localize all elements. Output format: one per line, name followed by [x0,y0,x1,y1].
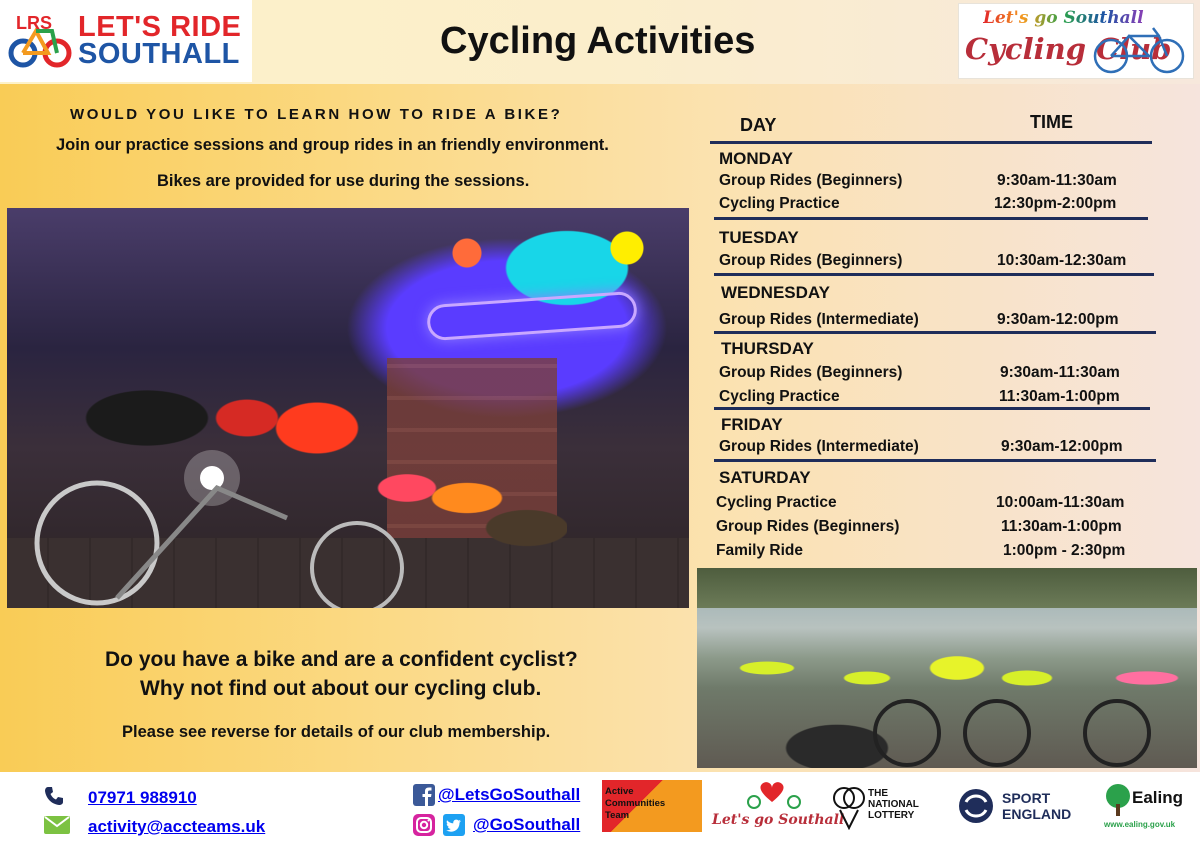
time-label: 11:30am-1:00pm [999,388,1120,405]
activity-label: Group Rides (Intermediate) [719,438,919,455]
activity-label: Cycling Practice [719,388,840,405]
instagram-icon[interactable] [413,814,435,836]
activity-label: Family Ride [716,542,803,559]
day-label-thursday: THURSDAY [721,339,814,358]
activity-label: Group Rides (Intermediate) [719,311,919,328]
time-label: 9:30am-12:00pm [1001,438,1123,455]
time-label: 10:00am-11:30am [996,494,1125,511]
group-ride-photo [7,208,689,608]
phone-icon [44,786,64,806]
lottery-line: THE [868,788,888,799]
facebook-handle-link[interactable]: @LetsGoSouthall [438,785,581,804]
active-communities-team-logo [602,780,702,832]
intro-line-1: Join our practice sessions and group rides in an friendly environment. [56,136,609,154]
page-title: Cycling Activities [440,20,756,62]
lottery-line: NATIONAL [868,799,919,810]
activity-label: Group Rides (Beginners) [719,172,903,189]
sport-england-mark-icon [958,788,994,824]
day-divider [714,273,1154,276]
crossed-fingers-icon [832,784,866,830]
ealing-council-logo [1104,784,1194,834]
logo-line: Active [605,786,634,797]
lets-go-southall-text: Let's go Southall [712,812,845,828]
national-lottery-logo [832,782,936,834]
logo-line-2: SOUTHALL [78,38,240,70]
time-label: 11:30am-1:00pm [1001,518,1122,535]
header [0,0,1200,84]
tree-icon [1104,784,1132,816]
twitter-icon[interactable] [443,814,465,836]
day-label-friday: FRIDAY [721,415,783,434]
lets-ride-southall-logo [0,0,252,82]
intro-question: WOULD YOU LIKE TO LEARN HOW TO RIDE A BIKE? [70,106,563,123]
day-label-saturday: SATURDAY [719,468,811,487]
day-label-wednesday: WEDNESDAY [721,283,830,302]
instagram-twitter-handle-link[interactable]: @GoSouthall [473,815,581,834]
facebook-icon[interactable] [413,784,435,806]
logo-line-1: LET'S RIDE [78,11,242,43]
day-divider [714,217,1148,220]
day-label-monday: MONDAY [719,149,793,168]
cycling-club-logo [958,3,1194,79]
bicycle-icon [1089,22,1189,76]
email-link[interactable]: activity@accteams.uk [88,817,266,836]
lottery-line: LOTTERY [868,810,915,821]
schedule-day-header: DAY [740,115,777,135]
bicycle-logo-icon [8,9,72,73]
lets-go-southall-logo [712,780,845,836]
ealing-text: Ealing [1132,788,1184,807]
svg-text:LRS: LRS [16,13,52,33]
intro-line-2: Bikes are provided for use during the sessions. [157,172,530,190]
cta-club-prompt: Why not find out about our cycling club. [140,677,542,700]
cta-question: Do you have a bike and are a confident cyclist? [105,648,578,671]
time-label: 1:00pm - 2:30pm [1003,542,1126,559]
ealing-url: www.ealing.gov.uk [1104,820,1176,829]
heart-bicycle-icon [742,780,802,810]
club-logo-main-text: Cycling Club [965,32,1172,66]
activity-label: Group Rides (Beginners) [719,252,903,269]
logo-line: Communities [605,798,666,809]
schedule-header-rule [710,141,1152,144]
email-icon [44,816,70,834]
logo-line: Team [605,810,630,821]
time-label: 9:30am-11:30am [1000,364,1120,381]
day-divider [714,407,1150,410]
time-label: 12:30pm-2:00pm [994,195,1117,212]
sport-england-logo [958,786,1088,832]
footer [0,772,1200,845]
day-divider [714,459,1156,462]
time-label: 9:30am-12:00pm [997,311,1119,328]
phone-number-link[interactable]: 07971 988910 [88,788,197,807]
activity-label: Group Rides (Beginners) [719,364,903,381]
day-label-tuesday: TUESDAY [719,228,799,247]
time-label: 9:30am-11:30am [997,172,1117,189]
cta-reverse-note: Please see reverse for details of our club membership. [122,723,551,741]
schedule-time-header: TIME [1030,112,1073,132]
sport-england-line: ENGLAND [1002,806,1072,822]
activity-label: Cycling Practice [716,494,837,511]
sport-england-line: SPORT [1002,790,1051,806]
time-label: 10:30am-12:30am [997,252,1127,269]
day-divider [714,331,1156,334]
activity-label: Group Rides (Beginners) [716,518,900,535]
club-logo-top-text: Let's go Southall [983,8,1144,28]
riverside-group-photo [697,568,1197,768]
activity-label: Cycling Practice [719,195,840,212]
